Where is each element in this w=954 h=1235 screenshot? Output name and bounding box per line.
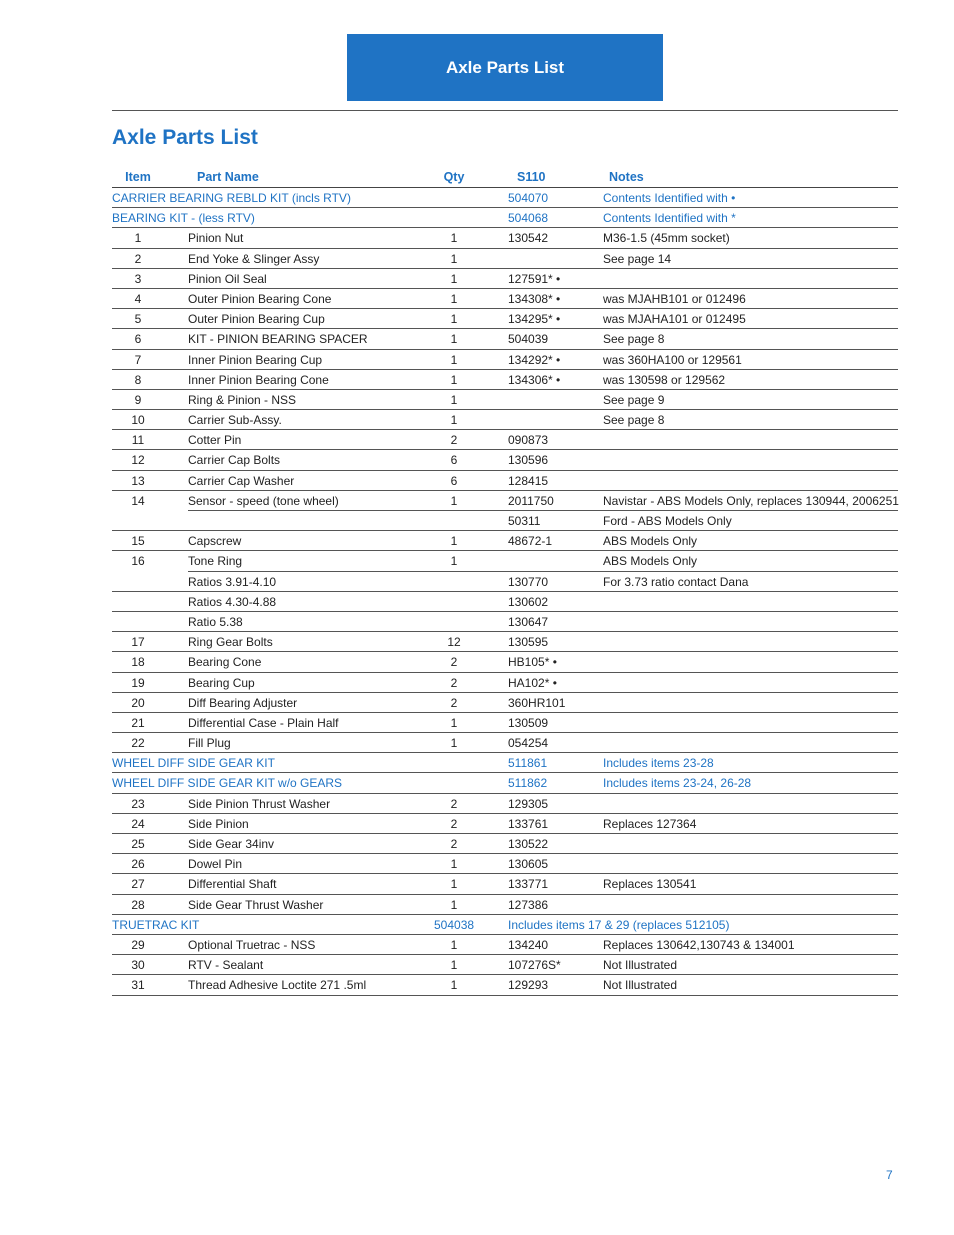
kit-name: TRUETRAC KIT: [112, 917, 200, 932]
part-name: Outer Pinion Bearing Cone: [188, 291, 332, 306]
part-name: Ratio 5.38: [188, 614, 243, 629]
table-row: [112, 228, 898, 248]
page-number: 7: [886, 1168, 893, 1182]
item-number: 29: [131, 937, 145, 952]
item-number: 26: [131, 857, 145, 872]
quantity: 1: [450, 271, 458, 286]
notes: Replaces 127364: [603, 816, 697, 831]
quantity: 2: [450, 796, 458, 811]
part-number: 130605: [508, 857, 549, 872]
table-row: [112, 794, 898, 814]
item-number: 6: [134, 332, 142, 347]
kit-row: [112, 773, 898, 793]
part-number: HB105* •: [508, 655, 557, 670]
part-name: Ring & Pinion - NSS: [188, 392, 297, 407]
quantity: 1: [450, 897, 458, 912]
part-number: 054254: [508, 736, 549, 751]
item-number: 17: [131, 635, 145, 650]
notes: Replaces 130541: [603, 877, 697, 892]
part-number: 130602: [508, 594, 549, 609]
part-number: 133761: [508, 816, 549, 831]
quantity: 2: [450, 837, 458, 851]
kit-notes: Includes items 17 & 29 (replaces 512105): [508, 917, 730, 932]
quantity: 1: [450, 877, 458, 892]
part-name: Bearing Cup: [188, 675, 255, 690]
part-number: 090873: [508, 433, 549, 448]
item-number: 2: [134, 251, 142, 266]
part-number: 129305: [508, 796, 549, 811]
table-row: [112, 713, 898, 733]
quantity: 1: [450, 534, 458, 549]
table-row: [112, 269, 898, 289]
item-number: 21: [131, 715, 145, 730]
item-number: 8: [134, 372, 142, 387]
table-row: [112, 854, 898, 874]
quantity: 1: [450, 332, 458, 347]
item-number: 15: [131, 534, 145, 549]
column-part-name: Part Name: [197, 170, 259, 184]
notes: Not Illustrated: [603, 958, 678, 973]
item-number: 23: [131, 796, 145, 811]
item-number: 28: [131, 897, 145, 912]
part-name: Diff Bearing Adjuster: [188, 695, 298, 710]
quantity: 1: [450, 493, 458, 508]
kit-part-number: 504070: [508, 191, 549, 205]
notes: See page 9: [603, 392, 665, 407]
kit-notes: Includes items 23-24, 26-28: [603, 776, 752, 791]
notes: See page 8: [603, 413, 665, 428]
part-number: 130595: [508, 635, 549, 650]
table-row: [112, 935, 898, 955]
part-name: KIT - PINION BEARING SPACER: [188, 332, 368, 347]
table-row: [112, 370, 898, 390]
table-row: [112, 652, 898, 672]
column-notes: Notes: [609, 170, 644, 184]
part-number: 50311: [508, 514, 541, 528]
part-name: RTV - Sealant: [188, 958, 264, 973]
table-row: [112, 955, 898, 975]
part-number: 2011750: [508, 493, 554, 508]
table-row: [112, 551, 898, 571]
part-number: 128415: [508, 473, 549, 488]
item-number: 27: [131, 877, 145, 892]
kit-row: [112, 915, 898, 935]
quantity: 1: [450, 231, 458, 246]
table-row: [112, 289, 898, 309]
part-number: HA102* •: [508, 675, 557, 690]
part-number: 130596: [508, 453, 549, 468]
notes: Ford - ABS Models Only: [603, 514, 732, 528]
quantity: 2: [450, 655, 458, 670]
quantity: 12: [447, 635, 461, 650]
part-number: 134292* •: [508, 352, 561, 367]
part-name: Pinion Oil Seal: [188, 271, 267, 286]
row-divider: [112, 995, 898, 996]
part-name: Differential Case - Plain Half: [188, 715, 339, 730]
table-row: [112, 733, 898, 753]
table-row: [112, 814, 898, 834]
kit-row: [112, 753, 898, 773]
table-row: [112, 673, 898, 693]
item-number: 3: [134, 271, 142, 286]
part-name: Side Gear 34inv: [188, 837, 275, 851]
quantity: 1: [450, 554, 458, 569]
part-number: 130647: [508, 614, 549, 629]
quantity: 2: [450, 816, 458, 831]
part-name: Fill Plug: [188, 736, 231, 751]
quantity: 2: [450, 695, 458, 710]
quantity: 1: [450, 251, 458, 266]
notes: ABS Models Only: [603, 554, 698, 569]
parts-table: [112, 167, 898, 996]
item-number: 19: [131, 675, 145, 690]
kit-name: CARRIER BEARING REBLD KIT (incls RTV): [112, 191, 351, 205]
notes: See page 14: [603, 251, 672, 266]
part-name: Bearing Cone: [188, 655, 262, 670]
table-row: [112, 309, 898, 329]
part-number: 130509: [508, 715, 549, 730]
part-number: 130770: [508, 574, 549, 589]
quantity: 1: [450, 392, 458, 407]
table-row: [112, 874, 898, 894]
part-number: 134308* •: [508, 291, 561, 306]
notes: M36-1.5 (45mm socket): [603, 231, 730, 246]
quantity: 1: [450, 736, 458, 751]
quantity: 1: [450, 715, 458, 730]
item-number: 24: [131, 816, 145, 831]
item-number: 11: [131, 433, 145, 448]
part-name: Carrier Sub-Assy.: [188, 413, 282, 428]
table-row: [112, 249, 898, 269]
item-number: 31: [131, 978, 145, 993]
table-row: [112, 390, 898, 410]
item-number: 5: [134, 312, 142, 327]
notes: was 360HA100 or 129561: [603, 352, 742, 367]
part-name: Inner Pinion Bearing Cone: [188, 372, 329, 387]
part-name: Thread Adhesive Loctite 271 .5ml: [188, 978, 367, 993]
item-number: 13: [131, 473, 145, 488]
part-name: End Yoke & Slinger Assy: [188, 251, 320, 266]
part-name: Inner Pinion Bearing Cup: [188, 352, 323, 367]
part-number: 130542: [508, 231, 549, 246]
part-number: 129293: [508, 978, 549, 993]
part-number: 134306* •: [508, 372, 561, 387]
notes: Replaces 130642,130743 & 134001: [603, 937, 795, 952]
notes: See page 8: [603, 332, 665, 347]
kit-notes: Contents Identified with *: [603, 211, 736, 226]
part-name: Side Pinion Thrust Washer: [188, 796, 331, 811]
quantity: 2: [450, 433, 458, 448]
part-number: 107276S*: [508, 958, 561, 973]
item-number: 25: [131, 837, 145, 851]
kit-name: WHEEL DIFF SIDE GEAR KIT: [112, 756, 275, 771]
part-name: Dowel Pin: [188, 857, 243, 872]
notes: was MJAHA101 or 012495: [603, 312, 746, 327]
quantity: 2: [450, 675, 458, 690]
part-number: 130522: [508, 837, 549, 851]
quantity: 1: [450, 937, 458, 952]
part-name: Optional Truetrac - NSS: [188, 937, 316, 952]
item-number: 9: [134, 392, 142, 407]
table-row: [112, 511, 898, 531]
part-name: Carrier Cap Bolts: [188, 453, 281, 468]
table-row: [112, 592, 898, 612]
table-header: [112, 167, 898, 188]
part-name: Outer Pinion Bearing Cup: [188, 312, 325, 327]
quantity: 1: [450, 857, 458, 872]
table-row: [112, 632, 898, 652]
part-number: 134295* •: [508, 312, 561, 327]
item-number: 16: [131, 554, 145, 569]
quantity: 6: [450, 453, 458, 468]
item-number: 12: [131, 453, 145, 468]
notes: was 130598 or 129562: [603, 372, 726, 387]
quantity: 1: [450, 352, 458, 367]
header-banner: [347, 34, 663, 101]
part-name: Cotter Pin: [188, 433, 242, 448]
part-number: 127386: [508, 897, 549, 912]
part-name: Ratios 3.91-4.10: [188, 574, 277, 589]
table-row: [112, 693, 898, 713]
quantity: 1: [450, 978, 458, 993]
notes: Not Illustrated: [603, 978, 678, 993]
part-name: Ratios 4.30-4.88: [188, 594, 277, 609]
kit-name: WHEEL DIFF SIDE GEAR KIT w/o GEARS: [112, 776, 343, 791]
table-body: [112, 188, 898, 996]
item-number: 7: [134, 352, 142, 367]
quantity: 6: [450, 473, 458, 488]
part-name: Carrier Cap Washer: [188, 473, 295, 488]
part-name: Differential Shaft: [188, 877, 277, 892]
table-row: [112, 450, 898, 470]
item-number: 20: [131, 695, 145, 710]
quantity: 1: [450, 413, 458, 428]
notes: Navistar - ABS Models Only, replaces 130944, 2006251: [603, 493, 899, 508]
table-row: [112, 329, 898, 349]
column-s110: S110: [517, 170, 546, 184]
part-number: 127591* •: [508, 271, 561, 286]
kit-row: [112, 188, 898, 208]
notes: For 3.73 ratio contact Dana: [603, 574, 749, 589]
part-number: 134240: [508, 937, 549, 952]
part-name: Tone Ring: [188, 554, 243, 569]
table-row: [112, 471, 898, 491]
header-banner-title: Axle Parts List: [445, 57, 565, 77]
part-name: Pinion Nut: [188, 231, 244, 246]
part-number: 48672-1: [508, 534, 553, 549]
part-number: 133771: [508, 877, 549, 892]
column-qty: Qty: [443, 170, 465, 184]
quantity: 1: [450, 291, 458, 306]
kit-part-number: 511861: [508, 756, 548, 771]
kit-part-number: 511862: [508, 776, 548, 791]
item-number: 4: [134, 291, 142, 306]
kit-part-number: 504068: [508, 211, 549, 226]
kit-notes: Includes items 23-28: [603, 756, 714, 771]
kit-notes: Contents Identified with •: [603, 191, 736, 205]
item-number: 10: [131, 413, 145, 428]
kit-part-number: 504038: [434, 917, 475, 932]
item-number: 1: [134, 231, 142, 246]
table-row: [112, 572, 898, 592]
item-number: 18: [131, 655, 145, 670]
table-row: [112, 975, 898, 995]
part-number: 360HR101: [508, 695, 566, 710]
item-number: 14: [131, 493, 145, 508]
notes: ABS Models Only: [603, 534, 698, 549]
table-row: [112, 834, 898, 854]
quantity: 1: [450, 372, 458, 387]
page-title: Axle Parts List: [112, 126, 258, 149]
part-name: Side Pinion: [188, 816, 249, 831]
table-row: [112, 430, 898, 450]
table-row: [112, 350, 898, 370]
part-name: Ring Gear Bolts: [188, 635, 273, 650]
item-number: 22: [131, 736, 145, 751]
part-name: Side Gear Thrust Washer: [188, 897, 324, 912]
column-item: Item: [125, 170, 151, 184]
table-row: [112, 612, 898, 632]
table-row: [112, 410, 898, 430]
part-name: Sensor - speed (tone wheel): [188, 493, 339, 508]
part-name: Capscrew: [188, 534, 242, 549]
part-number: 504039: [508, 332, 549, 347]
header-divider: [112, 110, 898, 111]
kit-name: BEARING KIT - (less RTV): [112, 211, 255, 226]
table-row: [112, 531, 898, 551]
table-row: [112, 491, 898, 511]
quantity: 1: [450, 312, 458, 327]
table-row: [112, 895, 898, 915]
quantity: 1: [450, 958, 458, 973]
kit-row: [112, 208, 898, 228]
item-number: 30: [131, 958, 145, 973]
notes: was MJAHB101 or 012496: [603, 291, 746, 306]
